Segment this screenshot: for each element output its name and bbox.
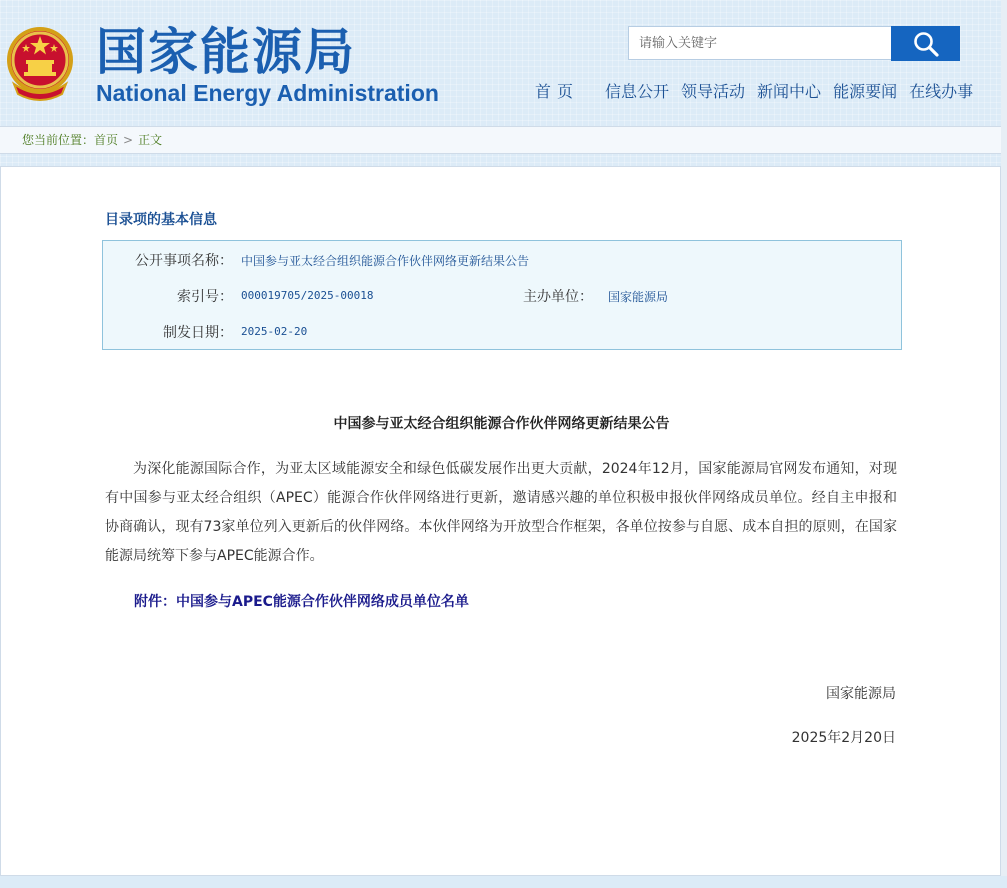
nav-item-info-disclosure[interactable]: 信息公开	[605, 82, 670, 101]
page-footer-strip	[0, 876, 1007, 888]
nav-item-online-services[interactable]: 在线办事	[909, 82, 974, 101]
nav-item-home[interactable]: 首页	[535, 82, 580, 101]
nav-item-leadership[interactable]: 领导活动	[681, 82, 746, 101]
site-header	[0, 0, 1007, 126]
item-name-label: 公开事项名称：	[135, 253, 233, 269]
breadcrumb-prefix: 您当前位置：	[22, 133, 95, 147]
article-body: 为深化能源国际合作，为亚太区域能源安全和绿色低碳发展作出更大贡献，2024年12月，国家能源局官网发布通知，对现有中国参与亚太经合组织（APEC）能源合作伙伴网络进行更新，邀请感兴趣的单位积极申报伙伴网络成员单位。经自主申报和协商确认，现有73家单位列入更新后的伙伴网络。本伙伴网络为开放型合作框架，各单位按参与自愿、成本自担的原则，在国家能源局统筹下参与APEC能源合作。	[105, 461, 897, 564]
meta-section-title: 目录项的基本信息	[105, 212, 217, 228]
article-title: 中国参与亚太经合组织能源合作伙伴网络更新结果公告	[333, 416, 670, 432]
signature-organization: 国家能源局	[826, 686, 896, 702]
date-label: 制发日期：	[163, 325, 233, 341]
meta-info-box	[102, 240, 902, 350]
site-name-en[interactable]: National Energy Administration	[96, 80, 439, 106]
breadcrumb-current[interactable]: 正文	[138, 133, 163, 147]
nav-item-energy-news[interactable]: 能源要闻	[833, 82, 898, 101]
attachment-link[interactable]: 附件：中国参与APEC能源合作伙伴网络成员单位名单	[134, 594, 469, 610]
vertical-scrollbar[interactable]	[1001, 0, 1007, 888]
main-nav	[528, 80, 985, 104]
item-name-value: 中国参与亚太经合组织能源合作伙伴网络更新结果公告	[241, 254, 530, 268]
issuer-label: 主办单位：	[523, 289, 593, 305]
breadcrumb-home-link[interactable]: 首页	[94, 133, 119, 147]
search-icon	[913, 31, 939, 57]
date-value: 2025-02-20	[241, 325, 308, 338]
signature-date: 2025年2月20日	[791, 730, 896, 746]
search-button[interactable]	[891, 26, 960, 61]
issuer-value: 国家能源局	[608, 290, 669, 304]
index-label: 索引号：	[177, 289, 233, 305]
search-input[interactable]	[628, 26, 892, 60]
national-emblem-icon[interactable]	[4, 24, 76, 102]
site-name-cn[interactable]: 国家能源局	[96, 23, 356, 81]
breadcrumb	[0, 126, 1001, 154]
main-content	[0, 166, 1001, 876]
nav-item-news-center[interactable]: 新闻中心	[757, 82, 822, 101]
breadcrumb-separator: >	[123, 133, 134, 147]
index-value: 000019705/2025-00018	[241, 289, 374, 302]
